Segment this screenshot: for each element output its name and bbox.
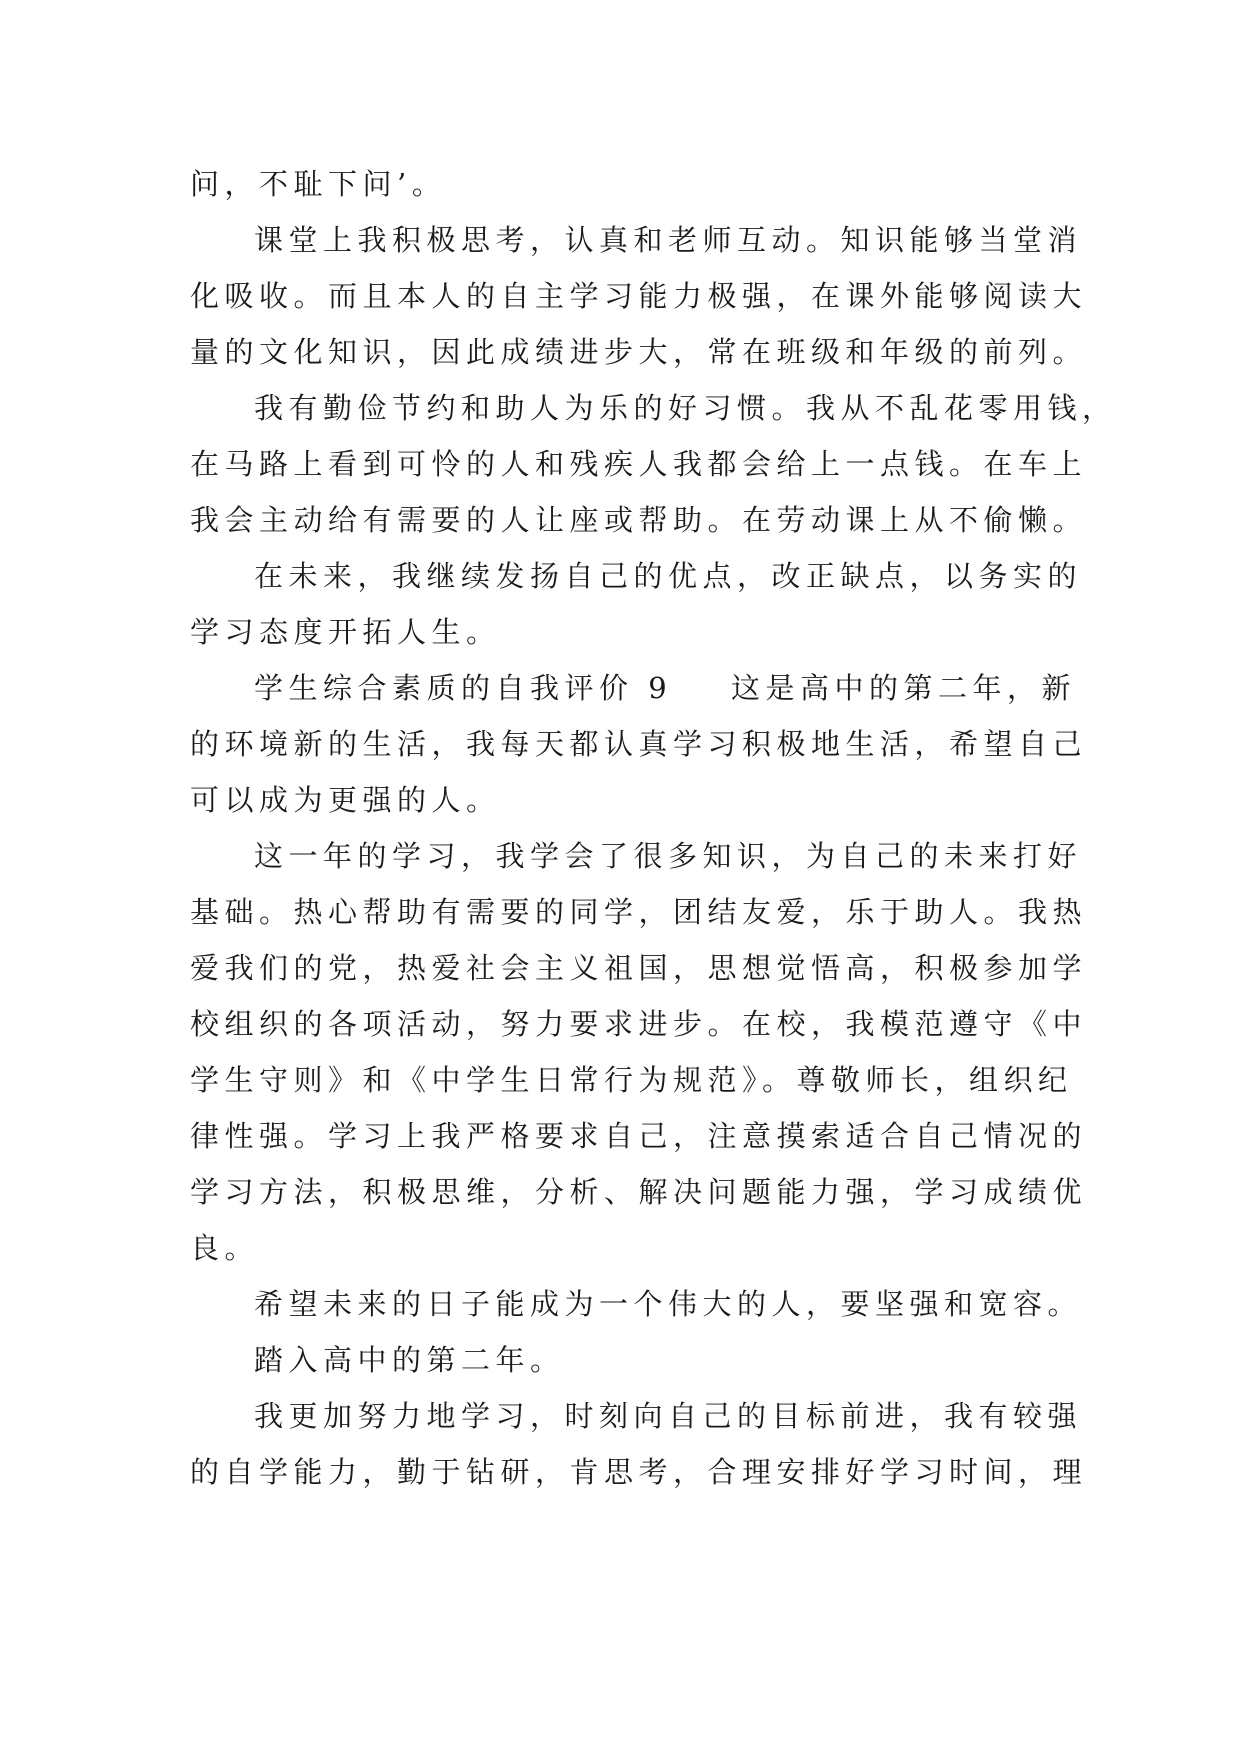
text-line: 爱我们的党，热爱社会主义祖国，思想觉悟高，积极参加学	[190, 951, 1088, 985]
text-line: 问，不耻下问’。	[190, 167, 447, 201]
text-line: 希望未来的日子能成为一个伟大的人，要坚强和宽容。	[254, 1287, 1083, 1321]
text-line: 学习态度开拓人生。	[190, 615, 501, 649]
text-line: 我会主动给有需要的人让座或帮助。在劳动课上从不偷懒。	[190, 503, 1088, 537]
section-heading-line: 学生综合素质的自我评价 9 这是高中的第二年，新	[254, 671, 1077, 705]
text-line: 踏入高中的第二年。	[254, 1343, 565, 1377]
text-line: 在马路上看到可怜的人和残疾人我都会给上一点钱。在车上	[190, 447, 1088, 481]
text-line: 学习方法，积极思维，分析、解决问题能力强，学习成绩优	[190, 1175, 1088, 1209]
text-line: 这一年的学习，我学会了很多知识，为自己的未来打好	[254, 839, 1083, 873]
document-body	[190, 156, 1117, 1500]
text-line: 在未来，我继续发扬自己的优点，改正缺点，以务实的	[254, 559, 1083, 593]
text-line: 律性强。学习上我严格要求自己，注意摸索适合自己情况的	[190, 1119, 1088, 1153]
text-line: 课堂上我积极思考，认真和老师互动。知识能够当堂消	[254, 223, 1083, 257]
text-line: 的环境新的生活，我每天都认真学习积极地生活，希望自己	[190, 727, 1088, 761]
text-line: 我有勤俭节约和助人为乐的好习惯。我从不乱花零用钱，	[254, 391, 1117, 425]
text-line: 基础。热心帮助有需要的同学，团结友爱，乐于助人。我热	[190, 895, 1088, 929]
text-line: 量的文化知识，因此成绩进步大，常在班级和年级的前列。	[190, 335, 1088, 369]
text-line: 可以成为更强的人。	[190, 783, 501, 817]
text-line: 化吸收。而且本人的自主学习能力极强，在课外能够阅读大	[190, 279, 1088, 313]
text-line: 的自学能力，勤于钻研，肯思考，合理安排好学习时间，理	[190, 1455, 1088, 1489]
text-line: 良。	[190, 1231, 260, 1265]
text-line: 学生守则》和《中学生日常行为规范》。尊敬师长，组织纪	[190, 1063, 1073, 1097]
text-line: 我更加努力地学习，时刻向自己的目标前进，我有较强	[254, 1399, 1083, 1433]
text-line: 校组织的各项活动，努力要求进步。在校，我模范遵守《中	[190, 1007, 1088, 1041]
